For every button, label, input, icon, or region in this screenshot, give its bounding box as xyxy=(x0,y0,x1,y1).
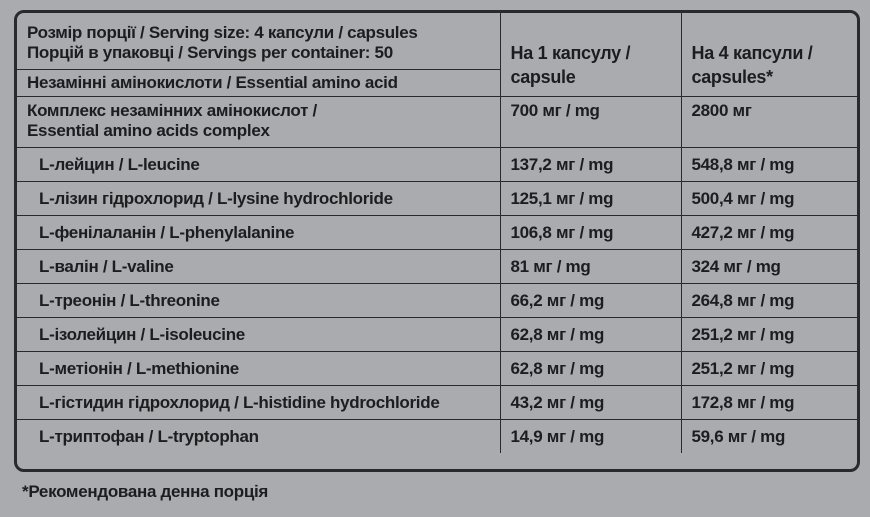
amino-per-4-capsules: 548,8 мг / mg xyxy=(681,148,857,182)
table-row xyxy=(17,216,857,250)
amino-name: L-треонін / L-threonine xyxy=(17,284,500,318)
col2-header-line2: capsules* xyxy=(691,66,773,87)
table-row xyxy=(17,284,857,318)
table-row xyxy=(17,386,857,420)
table-row xyxy=(17,250,857,284)
amino-per-4-capsules: 324 мг / mg xyxy=(681,250,857,284)
col2-header-line1: На 4 капсули / xyxy=(691,42,813,63)
amino-per-4-capsules: 264,8 мг / mg xyxy=(681,284,857,318)
amino-name: L-валін / L-valine xyxy=(17,250,500,284)
table-row xyxy=(17,352,857,386)
complex-row xyxy=(17,97,857,148)
column-header-per-4-capsules xyxy=(681,13,857,97)
amino-name: L-гістидин гідрохлорид / L-histidine hydrochloride xyxy=(17,386,500,420)
amino-per-capsule: 43,2 мг / mg xyxy=(500,386,681,420)
table-row xyxy=(17,318,857,352)
amino-per-4-capsules: 500,4 мг / mg xyxy=(681,182,857,216)
amino-acid-table xyxy=(17,13,857,453)
amino-per-4-capsules: 59,6 мг / mg xyxy=(681,420,857,454)
amino-per-capsule: 66,2 мг / mg xyxy=(500,284,681,318)
amino-name: L-метіонін / L-methionine xyxy=(17,352,500,386)
amino-per-4-capsules: 251,2 мг / mg xyxy=(681,318,857,352)
table-row xyxy=(17,148,857,182)
serving-size: Розмір порції / Serving size: 4 капсули / capsules xyxy=(27,23,418,42)
amino-per-capsule: 62,8 мг / mg xyxy=(500,352,681,386)
amino-name: L-ізолейцин / L-isoleucine xyxy=(17,318,500,352)
amino-name: L-лейцин / L-leucine xyxy=(17,148,500,182)
amino-name: L-фенілаланін / L-phenylalanine xyxy=(17,216,500,250)
complex-name-line2: Essential amino acids complex xyxy=(27,121,270,140)
table-row xyxy=(17,420,857,454)
servings-per-container: Порцій в упаковці / Servings per container: 50 xyxy=(27,43,393,62)
amino-name: L-триптофан / L-tryptophan xyxy=(17,420,500,454)
supplement-facts-table xyxy=(14,10,860,472)
amino-per-capsule: 81 мг / mg xyxy=(500,250,681,284)
complex-per-4-capsules: 2800 мг xyxy=(681,97,857,148)
amino-per-4-capsules: 172,8 мг / mg xyxy=(681,386,857,420)
amino-per-4-capsules: 427,2 мг / mg xyxy=(681,216,857,250)
essential-amino-acid-label: Незамінні амінокислоти / Essential amino acid xyxy=(17,70,500,97)
amino-per-capsule: 125,1 мг / mg xyxy=(500,182,681,216)
footnote: *Рекомендована денна порція xyxy=(22,482,269,501)
amino-per-capsule: 106,8 мг / mg xyxy=(500,216,681,250)
serving-info-cell xyxy=(17,13,500,70)
complex-name-cell xyxy=(17,97,500,148)
column-header-per-capsule xyxy=(500,13,681,97)
amino-per-capsule: 137,2 мг / mg xyxy=(500,148,681,182)
col1-header-line1: На 1 капсулу / xyxy=(510,42,631,63)
col1-header-line2: capsule xyxy=(510,66,576,87)
complex-name-line1: Комплекс незамінних амінокислот / xyxy=(27,101,317,120)
table-row xyxy=(17,182,857,216)
amino-per-capsule: 62,8 мг / mg xyxy=(500,318,681,352)
amino-per-capsule: 14,9 мг / mg xyxy=(500,420,681,454)
amino-per-4-capsules: 251,2 мг / mg xyxy=(681,352,857,386)
complex-per-capsule: 700 мг / mg xyxy=(500,97,681,148)
amino-name: L-лізин гідрохлорид / L-lysine hydrochloride xyxy=(17,182,500,216)
